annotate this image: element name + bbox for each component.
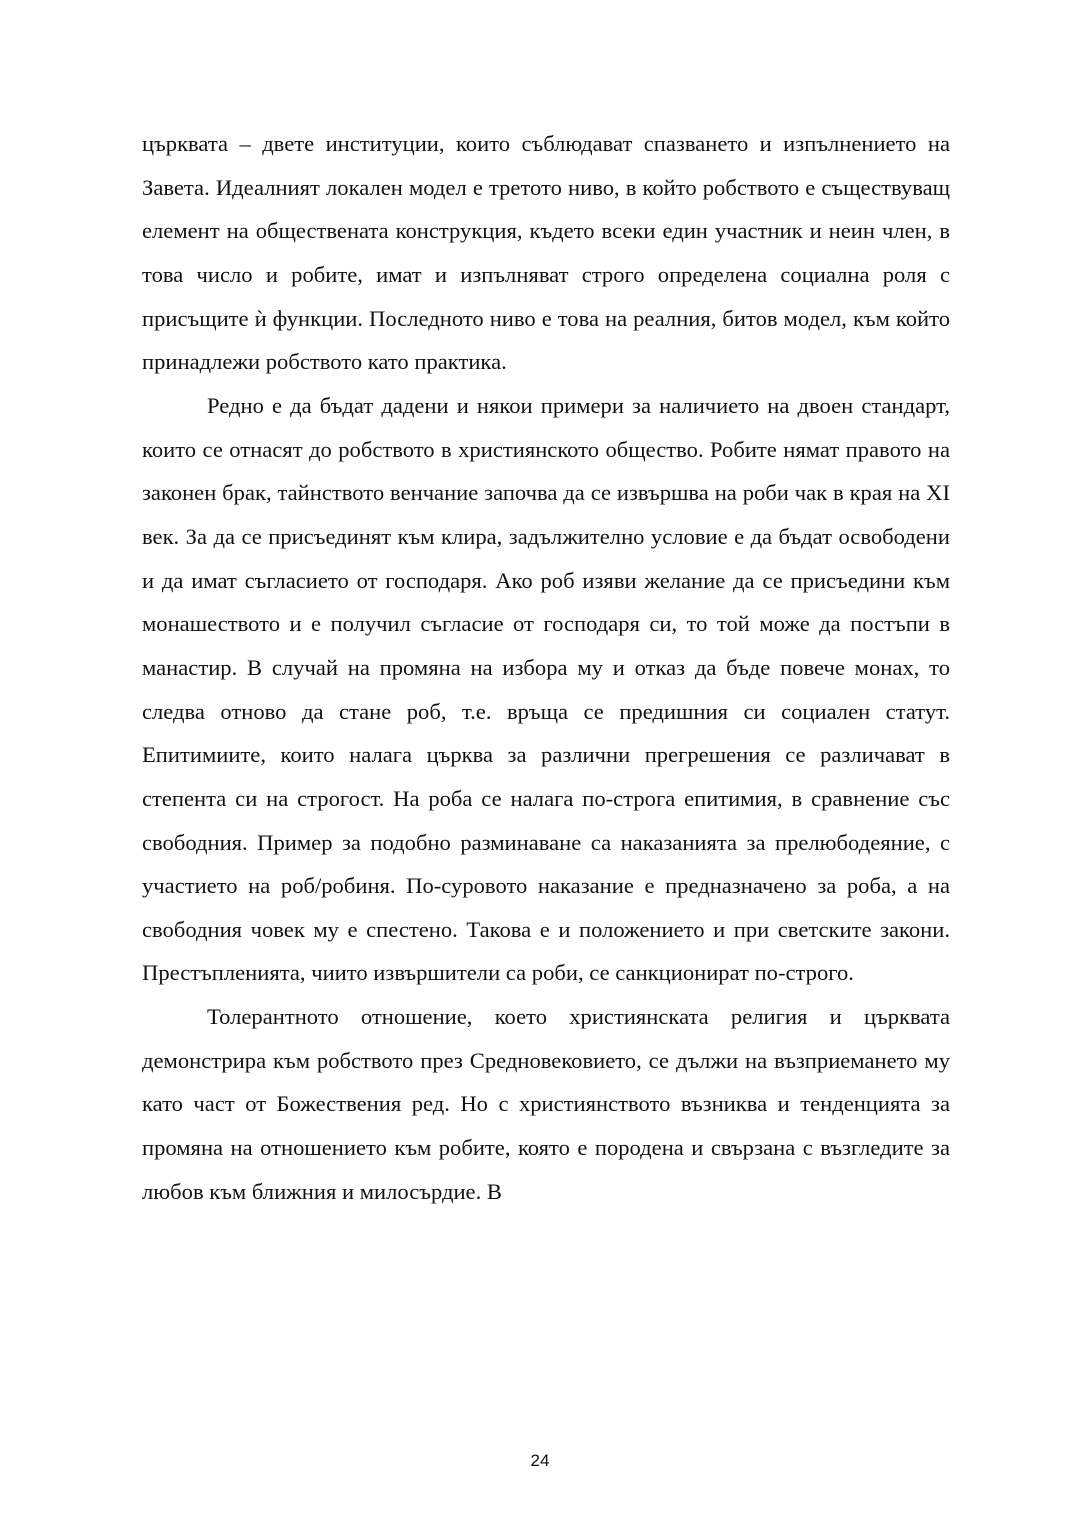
paragraph-3: Толерантното отношение, което християнската религия и църквата демонстрира към робството през Средновековието, се дължи на възприемането му като част от Божествения ред. Но с християнството възниква и тенденцията за промяна на отношението към робите, която е породена и свързана с възгледите за любов към ближния и милосърдие. В (142, 1004, 950, 1204)
body-text (142, 122, 950, 1213)
paragraph-2: Редно е да бъдат дадени и някои примери за наличието на двоен стандарт, които се отнасят до робството в християнското общество. Робите нямат правото на законен брак, тайнството венчание започва да се извършва на роби чак в края на XI век. За да се присъединят към клира, задължително условие е да бъдат освободени и да имат съгласието от господаря. Ако роб изяви желание да се присъедини към монашеството и е получил съгласие от господаря си, то той може да постъпи в манастир. В случай на промяна на избора му и отказ да бъде повече монах, то следва отново да стане роб, т.е. връща се предишния си социален статут. Епитимиите, които налага църква за различни прегрешения се различават в степента си на строгост. На роба се налага по-строга епитимия, в сравнение със свободния. Пример за подобно разминаване са наказанията за прелюбодеяние, с участието на роб/робиня. По-суровото наказание е предназначено за роба, а на свободния човек му е спестено. Такова е и положението и при светските закони. Престъпленията, чиито извършители са роби, се санкционират по-строго. (142, 392, 950, 986)
page-number: 24 (530, 1451, 550, 1470)
paragraph-1: църквата – двете институции, които съблюдават спазването и изпълнението на Завета. Идеалният локален модел е третото ниво, в който робството е съществуващ елемент на обществената конструкция, където всеки един участник и неин член, в това число и робите, имат и изпълняват строго определена социална роля с присъщите ѝ функции. Последното ниво е това на реалния, битов модел, към който принадлежи робството като практика. (142, 131, 950, 375)
